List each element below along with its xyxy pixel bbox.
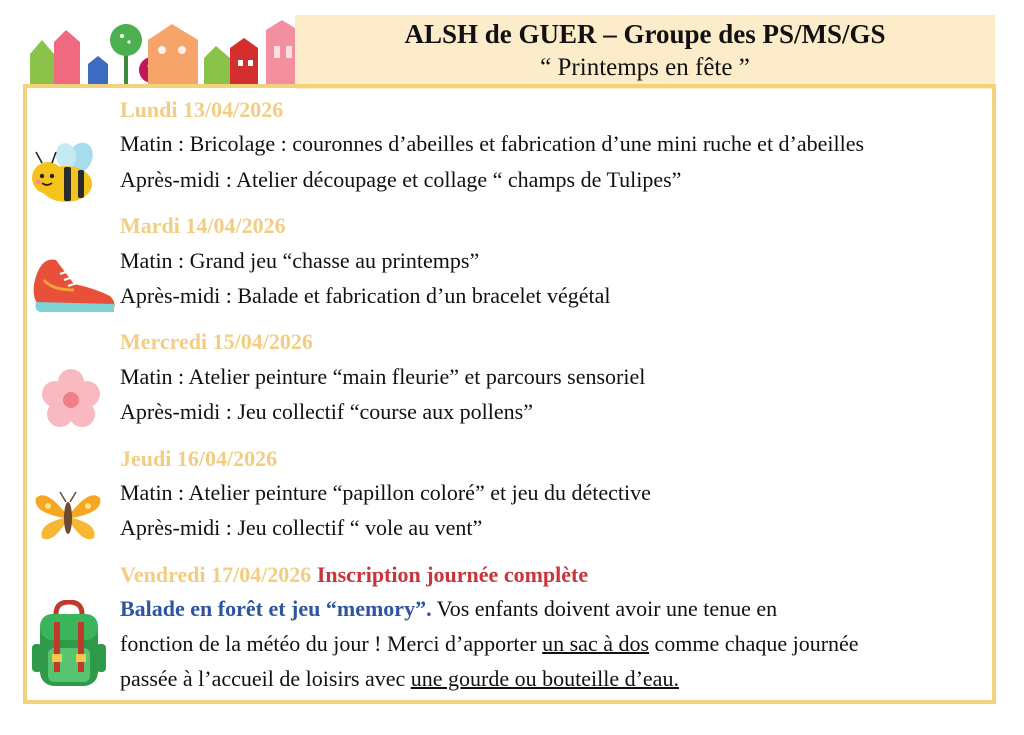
houses-illustration [28, 20, 300, 86]
friday-text: fonction de la météo du jour ! Merci d’apporter [120, 631, 543, 656]
day-date: Mercredi 15/04/2026 [120, 329, 313, 354]
day-morning: Matin : Grand jeu “chasse au printemps” [120, 248, 480, 273]
water-bottle-requirement: une gourde ou bouteille d’eau. [410, 666, 679, 691]
friday-text: comme chaque journée [649, 631, 859, 656]
backpack-requirement: un sac à dos [542, 631, 650, 656]
friday-heading [120, 562, 588, 588]
page-title: ALSH de GUER – Groupe des PS/MS/GS [404, 19, 886, 49]
backpack-icon [30, 600, 108, 690]
friday-line-1 [120, 596, 777, 622]
day-morning: Matin : Atelier peinture “main fleurie” et parcours sensoriel [120, 364, 646, 389]
day-afternoon: Après-midi : Atelier découpage et collage “ champs de Tulipes” [120, 167, 682, 192]
sneaker-icon [30, 250, 118, 316]
day-morning: Matin : Atelier peinture “papillon coloré” et jeu du détective [120, 480, 651, 505]
friday-activity: Balade en forêt et jeu “memory”. [120, 596, 432, 621]
day-afternoon: Après-midi : Jeu collectif “course aux pollens” [120, 399, 533, 424]
day-date: Mardi 14/04/2026 [120, 213, 286, 238]
day-afternoon: Après-midi : Jeu collectif “ vole au vent” [120, 515, 483, 540]
flower-icon [40, 368, 102, 432]
friday-line-2 [120, 631, 859, 657]
friday-text: Vos enfants doivent avoir une tenue en [431, 596, 778, 621]
day-date: Vendredi 17/04/2026 [120, 562, 312, 587]
full-day-notice: Inscription journée complète [316, 562, 589, 587]
butterfly-icon [32, 488, 104, 546]
day-date: Lundi 13/04/2026 [120, 97, 284, 122]
friday-line-3 [120, 666, 679, 692]
title-banner [295, 15, 995, 89]
day-morning: Matin : Bricolage : couronnes d’abeilles et fabrication d’une mini ruche et d’abeilles [120, 131, 865, 156]
day-date: Jeudi 16/04/2026 [120, 446, 278, 471]
friday-text: passée à l’accueil de loisirs avec [120, 666, 411, 691]
page-subtitle: “ Printemps en fête ” [540, 54, 750, 81]
day-afternoon: Après-midi : Balade et fabrication d’un bracelet végétal [120, 283, 611, 308]
bee-icon [28, 140, 102, 206]
